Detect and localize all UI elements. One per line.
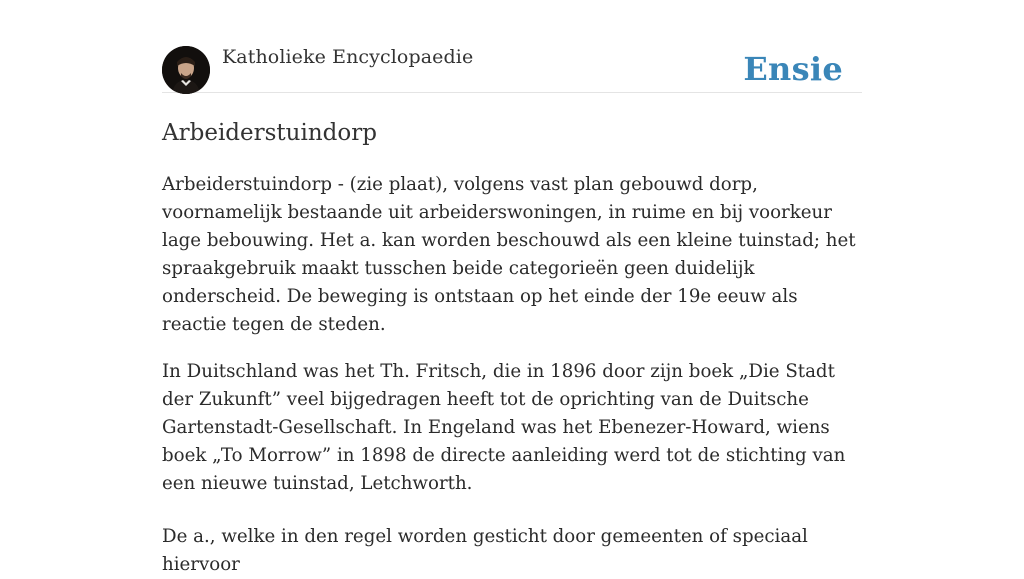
article-body (162, 171, 862, 579)
article-paragraph: De a., welke in den regel worden gesticht door gemeenten of speciaal hiervoor (162, 526, 808, 575)
portrait-avatar-icon[interactable] (162, 46, 210, 94)
brand-logo-link[interactable]: Ensie (743, 50, 843, 88)
header (162, 0, 862, 93)
article-paragraph: In Duitschland was het Th. Fritsch, die in 1896 door zijn boek „Die Stadt der Zukunft” veel bijgedragen heeft tot de oprichting van de Duitsche Gartenstadt-Gesellschaft. In Engeland was het Ebenezer-Howard, wiens boek „To Morrow” in 1898 de directe aanleiding werd tot de stichting van een nieuwe tuinstad, Letchworth. (162, 361, 846, 494)
article-title: Arbeiderstuindorp (162, 120, 377, 146)
page-container (162, 0, 862, 579)
source-name[interactable]: Katholieke Encyclopaedie (222, 46, 474, 68)
article-paragraph: Arbeiderstuindorp - (zie plaat), volgens vast plan gebouwd dorp, voornamelijk bestaande uit arbeiderswoningen, in ruime en bij voorkeur lage bebouwing. Het a. kan worden beschouwd als een kleine tuinstad; het spraakgebruik maakt tusschen beide categorieën geen duidelijk onderscheid. De beweging is ontstaan op het einde der 19e eeuw als reactie tegen de steden. (162, 174, 856, 335)
